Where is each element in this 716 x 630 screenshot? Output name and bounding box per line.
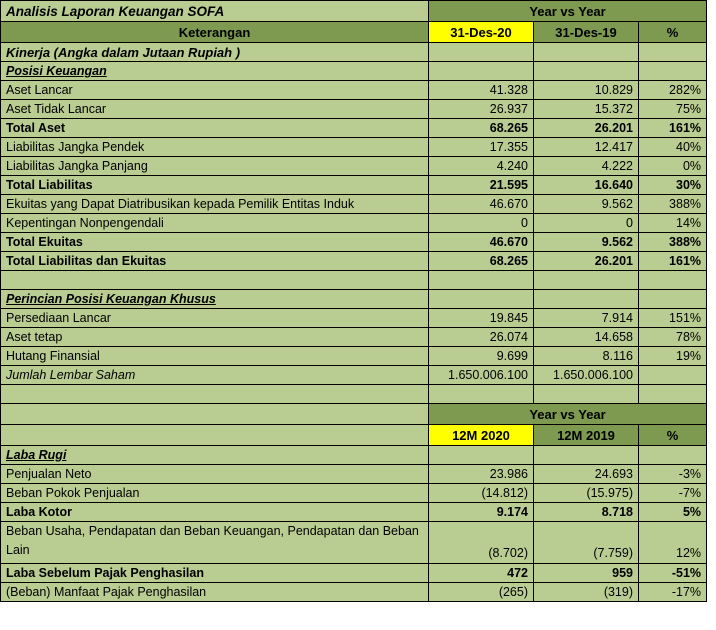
cell-label[interactable]: Kepentingan Nonpengendali [1,214,429,233]
cell-label[interactable]: Total Ekuitas [1,233,429,252]
section1-header [1,1,707,43]
table-row [1,157,707,176]
cell-value-col1[interactable] [429,62,534,81]
table-row [1,119,707,138]
cell-value-col2[interactable] [534,271,639,290]
table-row [1,328,707,347]
table-row [1,484,707,503]
cell-label[interactable]: Beban Usaha, Pendapatan dan Beban Keuangan, Pendapatan dan Beban Lain [1,522,429,564]
cell-value-col1[interactable]: 26.937 [429,100,534,119]
table-row [1,446,707,465]
table-row [1,309,707,328]
cell-value-col1[interactable]: 0 [429,214,534,233]
table-row [1,290,707,309]
cell-label[interactable]: Kinerja (Angka dalam Jutaan Rupiah ) [1,43,429,62]
cell-value-col1[interactable] [429,446,534,465]
cell-value-col1[interactable]: (265) [429,582,534,601]
cell-value-col2[interactable]: 26.201 [534,252,639,271]
cell-value-col1[interactable]: 21.595 [429,176,534,195]
cell-value-col2[interactable]: 7.914 [534,309,639,328]
cell-value-col2[interactable]: 14.658 [534,328,639,347]
table-row [1,347,707,366]
cell-label[interactable]: Penjualan Neto [1,465,429,484]
section1-rows [1,43,707,385]
report-title[interactable]: Analisis Laporan Keuangan SOFA [1,1,429,22]
cell-label[interactable]: Liabilitas Jangka Panjang [1,157,429,176]
cell-pct[interactable]: 40% [639,138,707,157]
table-row [1,195,707,214]
cell-value-col1[interactable]: 19.845 [429,309,534,328]
cell-label[interactable]: Aset tetap [1,328,429,347]
cell-value-col1[interactable]: 46.670 [429,195,534,214]
cell-pct[interactable]: 388% [639,233,707,252]
keterangan-header[interactable]: Keterangan [1,22,429,43]
cell-value-col2[interactable]: (319) [534,582,639,601]
cell-pct[interactable]: -51% [639,563,707,582]
cell-value-col1[interactable]: (8.702) [429,522,534,564]
cell-value-col1[interactable]: 41.328 [429,81,534,100]
cell-pct[interactable]: -7% [639,484,707,503]
cell-value-col2[interactable]: 15.372 [534,100,639,119]
cell-empty[interactable] [429,385,534,404]
col-12m2019-header[interactable]: 12M 2019 [534,425,639,446]
col-12m2020-header[interactable]: 12M 2020 [429,425,534,446]
cell-value-col2[interactable]: 0 [534,214,639,233]
cell-label[interactable]: Posisi Keuangan [1,62,429,81]
cell-value-col2[interactable]: 9.562 [534,195,639,214]
cell-pct[interactable]: -3% [639,465,707,484]
cell-empty[interactable] [1,404,429,425]
table-row [1,582,707,601]
cell-value-col1[interactable]: 9.699 [429,347,534,366]
cell-pct[interactable]: 388% [639,195,707,214]
cell-value-col1[interactable]: 68.265 [429,252,534,271]
cell-value-col2[interactable]: 24.693 [534,465,639,484]
spacer-row [1,385,707,404]
cell-pct[interactable]: -17% [639,582,707,601]
pct-header-1[interactable]: % [639,22,707,43]
year-vs-year-row-2 [1,404,707,425]
cell-pct[interactable]: 161% [639,252,707,271]
cell-value-col2[interactable]: 16.640 [534,176,639,195]
cell-empty[interactable] [639,385,707,404]
cell-value-col2[interactable]: 8.718 [534,503,639,522]
cell-label[interactable]: Laba Rugi [1,446,429,465]
cell-value-col2[interactable]: 12.417 [534,138,639,157]
cell-value-col2[interactable]: (15.975) [534,484,639,503]
table-row [1,81,707,100]
cell-empty[interactable] [534,385,639,404]
table-row [1,563,707,582]
cell-value-col1[interactable]: 23.986 [429,465,534,484]
cell-pct[interactable]: 12% [639,522,707,564]
cell-value-col2[interactable]: 10.829 [534,81,639,100]
cell-value-col1[interactable]: 68.265 [429,119,534,138]
cell-pct[interactable]: 151% [639,309,707,328]
cell-label[interactable]: Persediaan Lancar [1,309,429,328]
cell-label[interactable]: Jumlah Lembar Saham [1,366,429,385]
column-header-row-1 [1,22,707,43]
cell-label[interactable]: Aset Tidak Lancar [1,100,429,119]
cell-label[interactable]: Perincian Posisi Keuangan Khusus [1,290,429,309]
table-row [1,176,707,195]
cell-label[interactable]: Aset Lancar [1,81,429,100]
year-vs-year-header-1[interactable]: Year vs Year [429,1,707,22]
cell-label[interactable]: Laba Kotor [1,503,429,522]
cell-pct[interactable]: 282% [639,81,707,100]
cell-value-col1[interactable] [429,290,534,309]
pct-header-2[interactable]: % [639,425,707,446]
cell-label[interactable]: Total Liabilitas dan Ekuitas [1,252,429,271]
cell-label[interactable]: Total Aset [1,119,429,138]
cell-pct[interactable] [639,43,707,62]
cell-value-col2[interactable] [534,62,639,81]
cell-value-col2[interactable]: 26.201 [534,119,639,138]
col-31des19-header[interactable]: 31-Des-19 [534,22,639,43]
cell-pct[interactable]: 161% [639,119,707,138]
cell-value-col1[interactable] [429,43,534,62]
cell-value-col2[interactable]: 1.650.006.100 [534,366,639,385]
table-row [1,465,707,484]
cell-value-col1[interactable]: 4.240 [429,157,534,176]
cell-value-col2[interactable]: (7.759) [534,522,639,564]
cell-value-col1[interactable]: 46.670 [429,233,534,252]
cell-value-col2[interactable] [534,43,639,62]
cell-pct[interactable]: 75% [639,100,707,119]
table-row [1,252,707,271]
section2-header [1,385,707,446]
table-row [1,366,707,385]
cell-label[interactable]: Liabilitas Jangka Pendek [1,138,429,157]
cell-label[interactable]: Hutang Finansial [1,347,429,366]
cell-pct[interactable]: 19% [639,347,707,366]
cell-value-col1[interactable]: 9.174 [429,503,534,522]
table-row [1,62,707,81]
cell-label[interactable] [1,271,429,290]
table-row [1,138,707,157]
cell-label[interactable]: (Beban) Manfaat Pajak Penghasilan [1,582,429,601]
col-31des20-header[interactable]: 31-Des-20 [429,22,534,43]
cell-pct[interactable] [639,271,707,290]
cell-value-col2[interactable]: 9.562 [534,233,639,252]
cell-empty[interactable] [1,385,429,404]
cell-value-col2[interactable]: 4.222 [534,157,639,176]
cell-pct[interactable]: 14% [639,214,707,233]
table-row [1,522,707,564]
cell-value-col2[interactable] [534,290,639,309]
cell-pct[interactable]: 0% [639,157,707,176]
cell-pct[interactable] [639,446,707,465]
cell-empty[interactable] [1,425,429,446]
cell-pct[interactable] [639,366,707,385]
cell-value-col1[interactable]: 472 [429,563,534,582]
title-row [1,1,707,22]
cell-value-col1[interactable]: (14.812) [429,484,534,503]
cell-label[interactable]: Total Liabilitas [1,176,429,195]
cell-pct[interactable]: 30% [639,176,707,195]
cell-pct[interactable] [639,290,707,309]
cell-label[interactable]: Ekuitas yang Dapat Diatribusikan kepada Pemilik Entitas Induk [1,195,429,214]
table-row [1,214,707,233]
table-row [1,100,707,119]
cell-value-col2[interactable]: 8.116 [534,347,639,366]
table-row [1,271,707,290]
cell-value-col1[interactable]: 17.355 [429,138,534,157]
cell-pct[interactable]: 78% [639,328,707,347]
table-row [1,43,707,62]
cell-value-col2[interactable]: 959 [534,563,639,582]
cell-label[interactable]: Beban Pokok Penjualan [1,484,429,503]
table-row [1,233,707,252]
cell-value-col1[interactable]: 1.650.006.100 [429,366,534,385]
year-vs-year-header-2[interactable]: Year vs Year [429,404,707,425]
cell-value-col1[interactable]: 26.074 [429,328,534,347]
table-row [1,503,707,522]
cell-value-col1[interactable] [429,271,534,290]
cell-label[interactable]: Laba Sebelum Pajak Penghasilan [1,563,429,582]
column-header-row-2 [1,425,707,446]
cell-value-col2[interactable] [534,446,639,465]
section2-rows [1,446,707,602]
cell-pct[interactable] [639,62,707,81]
cell-pct[interactable]: 5% [639,503,707,522]
